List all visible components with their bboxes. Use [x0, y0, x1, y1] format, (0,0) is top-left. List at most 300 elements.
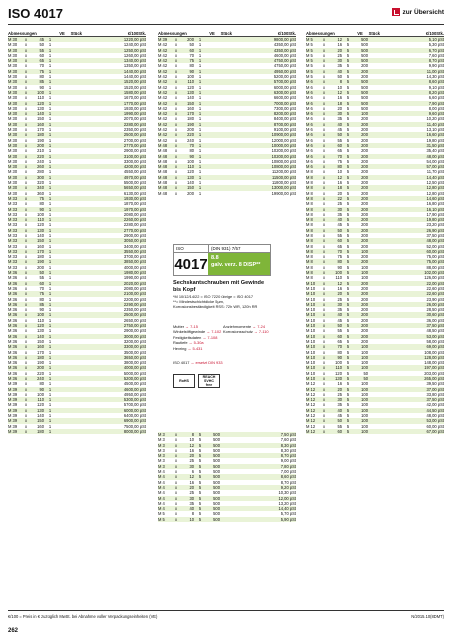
table-cell: M 3 — [158, 458, 165, 464]
table-cell: x — [322, 360, 326, 366]
table-cell: x — [24, 254, 28, 260]
ref-link[interactable]: Festigkeitsdaten → 7-108 — [173, 334, 218, 340]
ref-link[interactable]: Rautiefe → 5-30a — [173, 340, 204, 346]
table-cell: x — [322, 397, 326, 403]
table-cell: x — [322, 79, 326, 85]
table-cell: 65 — [337, 148, 342, 154]
table-cell: 1 — [48, 52, 52, 58]
table-cell: 75 — [337, 158, 342, 164]
table-cell: 3800,00 pSt — [123, 360, 146, 366]
table-cell: x — [174, 516, 178, 522]
table-cell: x — [174, 185, 178, 191]
table-cell: 4750,00 pSt — [273, 63, 296, 69]
table-cell: x — [24, 428, 28, 434]
table-cell: M 5 — [158, 511, 165, 517]
table-cell: 500 — [361, 100, 368, 106]
table-cell: 1770,00 pSt — [123, 100, 146, 106]
toc-link[interactable] — [392, 8, 444, 16]
table-cell: 5 — [346, 95, 350, 101]
table-cell: x — [24, 148, 28, 154]
table-cell: 500 — [361, 95, 368, 101]
table-cell: 11800,00 pSt — [271, 180, 296, 186]
table-cell: 1 — [48, 376, 52, 381]
table-cell: 30 — [337, 206, 342, 212]
table-cell: M 33 — [8, 217, 18, 223]
table-cell: M 42 — [158, 132, 168, 138]
ref-link[interactable]: Mutter → 7-15 — [173, 324, 198, 329]
table-cell: 1 — [48, 349, 52, 355]
table-cell: 100 — [361, 365, 368, 371]
table-cell: 200 — [361, 180, 368, 186]
table-cell: 16,10 pSt — [426, 206, 444, 212]
table-cell: 6,70 pSt — [428, 47, 444, 53]
table-cell: M 33 — [8, 195, 18, 201]
table-cell: 200 — [361, 312, 368, 318]
table-cell: x — [24, 222, 28, 228]
table-cell: M 33 — [8, 254, 18, 260]
table-cell: x — [322, 307, 326, 313]
table-cell: 100 — [361, 428, 368, 434]
table-cell: M 30 — [8, 68, 18, 74]
table-cell: x — [322, 338, 326, 344]
table-cell: x — [24, 100, 28, 106]
table-cell: 500 — [213, 506, 220, 512]
table-cell: 1 — [48, 285, 52, 291]
table-cell: x — [322, 264, 326, 270]
table-cell: x — [322, 89, 326, 95]
table-cell: x — [174, 490, 178, 496]
table-cell: 75 — [39, 291, 44, 297]
table-cell: 150 — [187, 100, 194, 106]
table-cell: 200 — [361, 328, 368, 334]
table-cell: 200 — [361, 195, 368, 201]
table-cell: x — [322, 365, 326, 371]
table-cell: M 42 — [158, 47, 168, 53]
table-cell: 54,00 pSt — [426, 158, 444, 164]
table-cell: 5 — [198, 432, 202, 437]
table-cell: 20 — [189, 453, 194, 459]
table-cell: M 8 — [306, 169, 313, 175]
table-cell: 6900,00 pSt — [123, 418, 146, 424]
table-cell: 4950,00 pSt — [123, 391, 146, 397]
table-cell: x — [24, 312, 28, 318]
table-cell: 120 — [187, 169, 194, 175]
table-cell: M 10 — [306, 285, 316, 291]
table-cell: 1 — [198, 52, 202, 58]
product-description — [173, 280, 273, 309]
table-cell: 11,00 pSt — [426, 68, 444, 74]
table-cell: x — [322, 132, 326, 138]
table-cell: 8 — [339, 79, 342, 85]
table-cell: 1 — [198, 132, 202, 138]
table-cell: 120 — [37, 222, 44, 228]
table-cell: 60 — [337, 142, 342, 148]
table-cell: x — [174, 153, 178, 159]
table-cell: M 30 — [8, 148, 18, 154]
table-cell: 40 — [337, 121, 342, 127]
table-cell: x — [174, 148, 178, 154]
table-cell: 1 — [48, 180, 52, 186]
table-cell: 3100,00 pSt — [123, 153, 146, 159]
table-cell: 50 — [189, 42, 194, 48]
table-cell: x — [24, 264, 28, 270]
table-cell: 5 — [346, 180, 350, 186]
table-cell: 8,60 pSt — [280, 474, 296, 480]
table-cell: M 33 — [8, 264, 18, 270]
table-cell: 1 — [48, 423, 52, 429]
table-cell: 80 — [39, 296, 44, 302]
table-cell: x — [174, 100, 178, 106]
table-cell: 5 — [198, 511, 202, 517]
table-cell: 200 — [361, 127, 368, 133]
table-cell: 1 — [48, 264, 52, 270]
table-cell: M 10 — [306, 317, 316, 323]
table-cell: 140 — [37, 413, 44, 419]
table-cell: x — [322, 180, 326, 186]
table-cell: 140 — [37, 111, 44, 117]
table-cell: 280 — [37, 169, 44, 175]
table-cell: 60 — [337, 333, 342, 339]
table-cell: 28,50 pSt — [426, 307, 444, 313]
ref-link[interactable]: Hexring → 5-431 — [173, 345, 203, 351]
table-cell: x — [24, 37, 28, 42]
table-cell: 8200,00 pSt — [273, 111, 296, 117]
table-cell: 200 — [361, 63, 368, 69]
table-cell: x — [24, 217, 28, 223]
table-cell: 75 — [189, 58, 194, 64]
table-cell: 5 — [198, 474, 202, 480]
table-cell: x — [174, 79, 178, 85]
table-cell: 10200,00 pSt — [271, 148, 296, 154]
table-cell: 1 — [48, 127, 52, 133]
table-cell: x — [24, 84, 28, 90]
table-cell: M 42 — [158, 42, 168, 48]
table-cell: x — [24, 360, 28, 366]
table-cell: 5 — [346, 418, 350, 424]
table-cell: 1870,00 pSt — [123, 201, 146, 207]
table-cell: 200 — [361, 317, 368, 323]
table-cell: 7,60 pSt — [428, 52, 444, 58]
table-cell: 11,40 pSt — [426, 121, 444, 127]
table-cell: M 33 — [8, 232, 18, 238]
table-cell: M 8 — [306, 222, 313, 228]
table-cell: M 33 — [8, 248, 18, 254]
table-cell: x — [322, 312, 326, 318]
table-cell: 5 — [346, 413, 350, 419]
table-cell: 70 — [189, 142, 194, 148]
table-cell: 7,90 pSt — [428, 100, 444, 106]
table-cell: M 4 — [158, 506, 165, 512]
table-cell: 1 — [48, 222, 52, 228]
table-cell: 30 — [189, 463, 194, 469]
table-cell: 2350,00 pSt — [123, 307, 146, 313]
table-cell: M 5 — [306, 74, 313, 80]
table-cell: 12 — [337, 174, 342, 180]
table-cell: x — [322, 74, 326, 80]
ref-link[interactable]: Winkelstiftgewinde → 7-102 — [173, 329, 222, 335]
table-cell: 500 — [361, 84, 368, 90]
table-cell: 5 — [346, 47, 350, 53]
table-cell: 7300,00 pSt — [273, 105, 296, 111]
table-cell: 1 — [48, 270, 52, 276]
table-cell: x — [24, 333, 28, 339]
table-cell: x — [174, 52, 178, 58]
table-cell: x — [322, 370, 326, 376]
table-cell: 10800,00 pSt — [271, 164, 296, 170]
table-cell: 200 — [361, 280, 368, 286]
table-cell: M 5 — [306, 47, 313, 53]
table-cell: M 42 — [158, 121, 168, 127]
table-cell: 18 — [337, 185, 342, 191]
table-cell: 150 — [37, 238, 44, 244]
table-cell: M 6 — [306, 153, 313, 159]
table-cell: M 8 — [306, 270, 313, 276]
table-cell: 11500,00 pSt — [271, 174, 296, 180]
arrow-icon — [392, 8, 400, 16]
table-cell: 13,20 pSt — [278, 500, 296, 506]
table-cell: M 39 — [8, 413, 18, 419]
table-cell: 1 — [198, 68, 202, 74]
table-cell: 7,00 pSt — [280, 469, 296, 475]
table-cell: 45 — [337, 222, 342, 228]
table-cell: 200 — [361, 153, 368, 159]
table-cell: 1 — [198, 174, 202, 180]
table-cell: x — [174, 174, 178, 180]
table-row — [306, 429, 444, 434]
table-cell: 65 — [337, 243, 342, 249]
table-cell: 128,00 pSt — [424, 354, 444, 360]
table-cell: 37,00 pSt — [426, 386, 444, 392]
table-cell: 200 — [361, 164, 368, 170]
header-price: €/100Stk. — [425, 31, 444, 36]
table-cell: 500 — [213, 484, 220, 490]
table-cell: 1 — [48, 63, 52, 69]
table-cell: M 42 — [158, 63, 168, 69]
table-cell: 1 — [48, 142, 52, 148]
table-cell: 200 — [361, 301, 368, 307]
table-cell: 1 — [198, 153, 202, 159]
table-cell: 1 — [198, 58, 202, 64]
table-cell: 1 — [48, 121, 52, 127]
table-cell: 500 — [213, 516, 220, 522]
table-cell: M 36 — [8, 344, 18, 350]
table-cell: 5 — [346, 280, 350, 286]
table-cell: 500 — [213, 458, 220, 464]
table-cell: 10,30 pSt — [278, 490, 296, 496]
table-cell: 50 — [39, 42, 44, 48]
table-cell: 53,00 pSt — [426, 333, 444, 339]
table-cell: 69,00 pSt — [426, 344, 444, 350]
table-cell: 50 — [337, 132, 342, 138]
table-cell: x — [24, 211, 28, 217]
table-cell: 1520,00 pSt — [123, 79, 146, 85]
table-cell: 200 — [361, 259, 368, 265]
table-cell: x — [24, 402, 28, 408]
table-cell: 5 — [346, 428, 350, 434]
table-cell: 200 — [37, 264, 44, 270]
table-cell: 130 — [37, 407, 44, 413]
table-cell: 1 — [198, 63, 202, 69]
table-cell: 80 — [337, 349, 342, 355]
table-cell: 1 — [198, 137, 202, 143]
table-cell: 90 — [39, 307, 44, 313]
table-cell: 60 — [337, 428, 342, 434]
iso-replacement-note: ISO 4017 → ersetzt DIN 933 — [173, 360, 223, 365]
table-cell: M 39 — [8, 423, 18, 429]
table-cell: x — [174, 63, 178, 69]
table-cell: x — [24, 354, 28, 360]
table-cell: 50 — [363, 370, 368, 376]
table-cell: M 6 — [306, 100, 313, 106]
table-cell: 8 — [191, 511, 194, 517]
table-cell: x — [322, 174, 326, 180]
table-cell: 1 — [48, 254, 52, 260]
table-cell: x — [322, 227, 326, 233]
table-cell: 20 — [337, 105, 342, 111]
table-cell: 16 — [337, 42, 342, 48]
table-cell: 30 — [337, 397, 342, 403]
table-cell: 30 — [337, 111, 342, 117]
table-cell: M 30 — [8, 111, 18, 117]
ref-link[interactable]: Korrosionsschutz → 7-110 — [223, 329, 269, 335]
table-cell: 200 — [361, 285, 368, 291]
table-cell: M 36 — [8, 354, 18, 360]
table-cell: x — [24, 291, 28, 297]
table-cell: x — [322, 275, 326, 281]
table-cell: 200 — [361, 148, 368, 154]
table-cell: 6000,00 pSt — [273, 84, 296, 90]
table-cell: 9,90 pSt — [428, 63, 444, 69]
table-cell: 17,90 pSt — [426, 211, 444, 217]
table-cell: M 30 — [8, 190, 18, 196]
table-cell: 5 — [346, 132, 350, 138]
table-cell: x — [24, 68, 28, 74]
table-cell: 1 — [48, 296, 52, 302]
table-cell: 1 — [198, 37, 202, 42]
table-cell: 37,50 pSt — [426, 323, 444, 329]
table-cell: 4200,00 pSt — [123, 164, 146, 170]
table-cell: M 5 — [306, 52, 313, 58]
table-cell: 5 — [346, 164, 350, 170]
description-line: *M 10/12/14/22 = ISO 7220 übrige = ISO 4017 — [173, 294, 254, 299]
table-cell: 1520,00 pSt — [123, 84, 146, 90]
table-cell: 200 — [361, 190, 368, 196]
table-cell: 5 — [346, 423, 350, 429]
table-cell: 5 — [346, 344, 350, 350]
table-cell: M 12 — [306, 418, 316, 424]
table-cell: M 33 — [8, 201, 18, 207]
table-cell: 500 — [361, 42, 368, 48]
table-cell: 90 — [39, 84, 44, 90]
header-ve: VE — [357, 31, 363, 36]
ref-link[interactable]: Anziehmomente → 7-24 — [223, 324, 265, 329]
table-cell: 5 — [198, 500, 202, 506]
table-cell: M 36 — [8, 365, 18, 371]
table-cell: M 12 — [306, 381, 316, 387]
table-cell: 4600,00 pSt — [273, 52, 296, 58]
table-cell: x — [24, 296, 28, 302]
table-cell: x — [24, 180, 28, 186]
table-cell: M 30 — [8, 127, 18, 133]
table-cell: 100 — [187, 158, 194, 164]
catalog-version: N/2015.10(8DMT) — [411, 614, 444, 619]
table-cell: 5 — [346, 307, 350, 313]
table-cell: M 33 — [8, 206, 18, 212]
table-cell: 160 — [37, 243, 44, 249]
table-cell: M 36 — [8, 307, 18, 313]
table-cell: 1930,00 pSt — [123, 195, 146, 201]
table-cell: 500 — [361, 47, 368, 53]
table-cell: 14,40 pSt — [426, 174, 444, 180]
table-cell: 13,10 pSt — [426, 127, 444, 133]
table-cell: 26,00 pSt — [426, 301, 444, 307]
table-cell: 35 — [337, 402, 342, 408]
table-cell: M 30 — [8, 47, 18, 53]
table-cell: 35 — [337, 63, 342, 69]
table-cell: 5 — [346, 264, 350, 270]
table-cell: M 4 — [158, 490, 165, 496]
table-cell: 100 — [187, 74, 194, 80]
table-cell: 140 — [37, 232, 44, 238]
column-header — [158, 30, 296, 37]
table-cell: M 3 — [158, 432, 165, 437]
table-cell: 90 — [39, 386, 44, 392]
table-cell: 5 — [346, 206, 350, 212]
table-cell: 1 — [48, 58, 52, 64]
table-cell: 12 — [189, 474, 194, 480]
table-cell: 5 — [346, 190, 350, 196]
table-cell: x — [24, 391, 28, 397]
table-cell: 170 — [187, 111, 194, 117]
table-cell: 170 — [37, 127, 44, 133]
table-cell: 1 — [48, 105, 52, 111]
table-cell: 12,50 pSt — [426, 180, 444, 186]
table-cell: 500 — [361, 89, 368, 95]
table-cell: 1 — [48, 195, 52, 201]
table-cell: M 5 — [306, 42, 313, 48]
table-cell: 37,50 pSt — [426, 232, 444, 238]
table-cell: M 42 — [158, 89, 168, 95]
reach-badge: REACH SVHC free — [198, 374, 220, 388]
table-cell: 10000,00 pSt — [271, 142, 296, 148]
table-cell: 3200,00 pSt — [123, 338, 146, 344]
table-cell: 70 — [189, 52, 194, 58]
table-cell: 1 — [48, 137, 52, 143]
table-cell: 20 — [337, 291, 342, 297]
table-cell: x — [322, 116, 326, 122]
table-cell: x — [24, 381, 28, 387]
table-cell: 5 — [346, 153, 350, 159]
table-cell: M 6 — [306, 137, 313, 143]
table-cell: 1 — [48, 301, 52, 307]
table-cell: 1980,00 pSt — [123, 270, 146, 276]
table-cell: x — [174, 442, 178, 448]
table-cell: M 12 — [306, 407, 316, 413]
table-cell: 100 — [361, 360, 368, 366]
table-cell: x — [174, 58, 178, 64]
table-cell: 5 — [346, 89, 350, 95]
table-cell: x — [322, 280, 326, 286]
table-cell: 48,00 pSt — [426, 153, 444, 159]
table-cell: 60,00 pSt — [426, 423, 444, 429]
table-cell: M 6 — [306, 116, 313, 122]
table-cell: M 6 — [306, 148, 313, 154]
table-cell: 48,00 pSt — [426, 413, 444, 419]
table-cell: x — [322, 52, 326, 58]
table-cell — [206, 191, 220, 196]
table-cell: M 30 — [8, 37, 18, 42]
table-cell: 500 — [213, 453, 220, 459]
